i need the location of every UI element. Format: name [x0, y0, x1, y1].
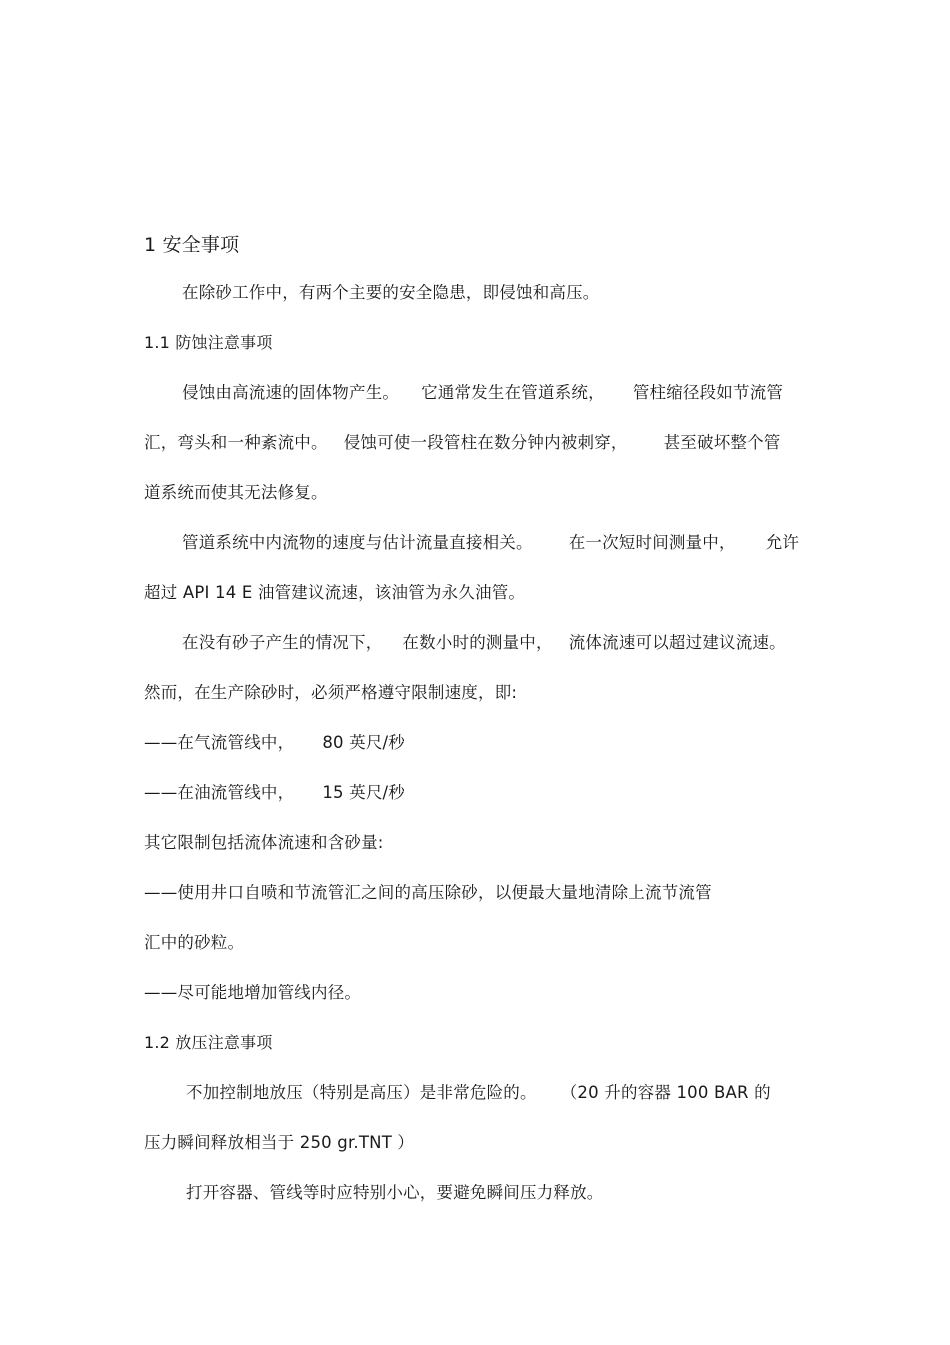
paragraph-velocity-line1 [182, 531, 799, 555]
other-limit-item-2: ——尽可能地增加管线内径。 [144, 983, 362, 1002]
text-span: 管道系统中内流物的速度与估计流量直接相关。 [182, 533, 533, 552]
paragraph-erosion-line1 [182, 381, 783, 405]
section-intro: 在除砂工作中，有两个主要的安全隐患，即侵蚀和高压。 [182, 283, 600, 302]
paragraph-velocity-line2: 超过 API 14 E 油管建议流速，该油管为永久油管。 [144, 583, 526, 602]
limit-item-gas [144, 731, 405, 755]
limit-value: 80 英尺/秒 [322, 733, 406, 752]
limit-label: ——在油流管线中， [144, 783, 295, 802]
text-span: 允许 [765, 533, 800, 552]
text-span: 在数小时的测量中， [402, 633, 553, 652]
other-limits-intro: 其它限制包括流体流速和含砂量: [144, 833, 384, 852]
limit-item-oil [144, 781, 405, 805]
text-span: 甚至破坏整个管 [663, 433, 781, 452]
text-span: 在一次短时间测量中， [568, 533, 736, 552]
other-limit-item-1-cont: 汇中的砂粒。 [144, 933, 245, 952]
text-span: 管柱缩径段如节流管 [632, 383, 784, 402]
paragraph-caution: 打开容器、管线等时应特别小心，要避免瞬间压力释放。 [186, 1183, 604, 1202]
section-heading-1: 1 安全事项 [144, 234, 240, 256]
paragraph-erosion-line3: 道系统而使其无法修复。 [144, 483, 328, 502]
paragraph-pressure-line2: 压力瞬间释放相当于 250 gr.TNT ） [144, 1133, 415, 1152]
section-heading-1-1: 1.1 防蚀注意事项 [144, 333, 273, 352]
text-span: 汇，弯头和一种紊流中。 [144, 433, 328, 452]
paragraph-pressure-line1 [186, 1081, 771, 1105]
limit-label: ——在气流管线中， [144, 733, 295, 752]
text-span: 不加控制地放压（特别是高压）是非常危险的。 [186, 1083, 537, 1102]
text-span: 在没有砂子产生的情况下， [182, 633, 383, 652]
section-heading-1-2: 1.2 放压注意事项 [144, 1033, 273, 1052]
text-span: 流体流速可以超过建议流速。 [568, 633, 786, 652]
paragraph-sand-line2: 然而，在生产除砂时，必须严格遵守限制速度，即: [144, 683, 518, 702]
paragraph-sand-line1 [182, 631, 786, 655]
paragraph-erosion-line2 [144, 431, 781, 455]
other-limit-item-1: ——使用井口自喷和节流管汇之间的高压除砂，以便最大量地清除上流节流管 [144, 883, 712, 902]
limit-value: 15 英尺/秒 [322, 783, 406, 802]
text-span: 侵蚀可使一段管柱在数分钟内被刺穿， [343, 433, 628, 452]
text-span: 它通常发生在管道系统， [421, 383, 605, 402]
text-span: （20 升的容器 100 BAR 的 [560, 1083, 771, 1102]
text-span: 侵蚀由高流速的固体物产生。 [182, 383, 400, 402]
